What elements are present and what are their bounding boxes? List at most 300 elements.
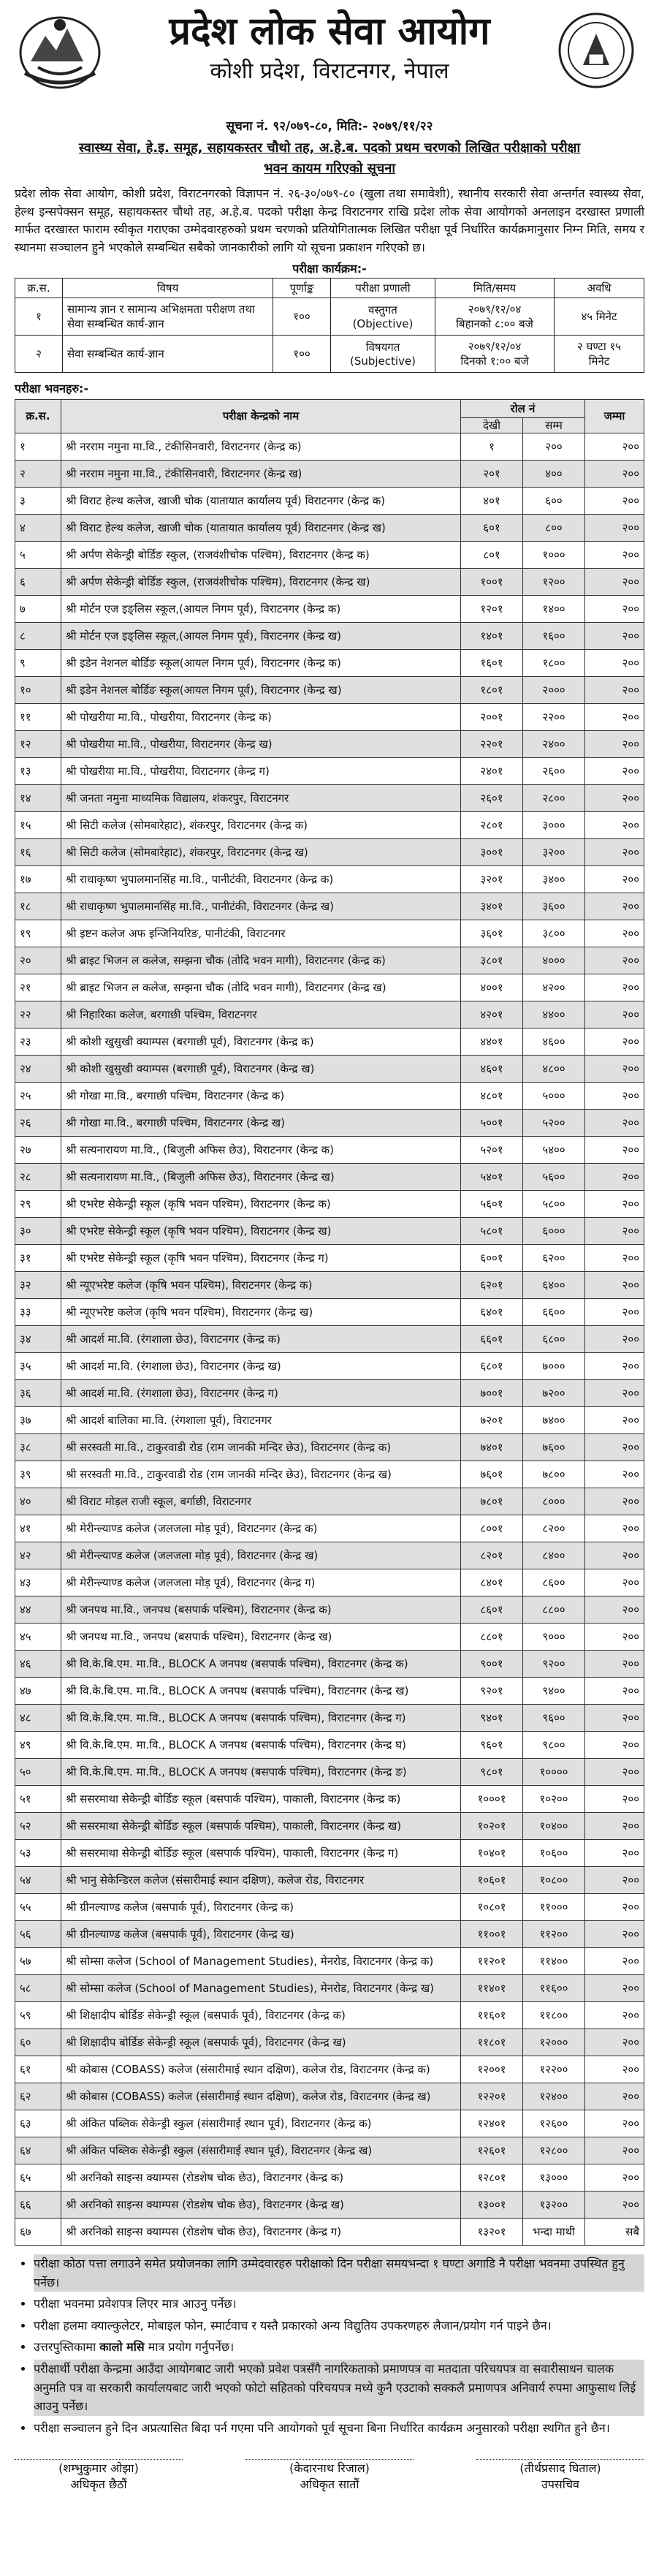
roll-to: ४८०० <box>523 1055 585 1082</box>
program-row <box>15 298 644 335</box>
roll-to: ५४०० <box>523 1136 585 1163</box>
center-total: २०० <box>585 1109 644 1136</box>
program-datetime <box>435 335 555 372</box>
roll-from: ११६०१ <box>461 2001 523 2028</box>
center-sn: ५५ <box>15 1893 61 1920</box>
center-total: २०० <box>585 568 644 595</box>
program-duration-2: मिनेट <box>588 354 610 368</box>
table-row <box>15 1352 644 1379</box>
center-total: २०० <box>585 2001 644 2028</box>
roll-to: २४०० <box>523 730 585 757</box>
center-sn: ३६ <box>15 1379 61 1406</box>
table-row <box>15 974 644 1001</box>
center-name: श्री सिटी कलेज (सोमबारेहाट), शंकरपुर, विराटनगर (केन्द्र क) <box>61 811 461 838</box>
center-sn: ४३ <box>15 1569 61 1596</box>
center-total: २०० <box>585 1812 644 1839</box>
center-total: २०० <box>585 1461 644 1488</box>
roll-to: ६८०० <box>523 1325 585 1352</box>
table-row <box>15 2137 644 2164</box>
roll-to: ५६०० <box>523 1163 585 1190</box>
center-name: श्री ब्राइट भिजन ल कलेज, सम्झना चौक (तोदि भवन मागी), विराटनगर (केन्द्र क) <box>61 947 461 974</box>
center-name: श्री मेरीन्ल्याण्ड कलेज (जलजला मोड़ पूर्व), विराटनगर (केन्द्र क) <box>61 1515 461 1542</box>
roll-to: ७८०० <box>523 1461 585 1488</box>
table-row <box>15 757 644 784</box>
table-row <box>15 2056 644 2083</box>
roll-to: २००० <box>523 676 585 703</box>
center-name: श्री वि.के.बि.एम. मा.वि., BLOCK A जनपथ (बसपार्क पश्चिम), विराटनगर (केन्द्र क) <box>61 1650 461 1677</box>
roll-from: ७४०१ <box>461 1433 523 1461</box>
table-row <box>15 1650 644 1677</box>
center-total: २०० <box>585 460 644 487</box>
center-total: २०० <box>585 676 644 703</box>
center-sn: ३० <box>15 1217 61 1244</box>
center-total: २०० <box>585 1217 644 1244</box>
center-name: श्री ग्रीनल्याण्ड कलेज (बसपार्क पूर्व), विराटनगर (केन्द्र ख) <box>61 1920 461 1947</box>
roll-from: ८४०१ <box>461 1569 523 1596</box>
center-sn: १३ <box>15 757 61 784</box>
roll-to: २८०० <box>523 784 585 811</box>
rule-text: परीक्षार्थी परीक्षा केन्द्रमा आउँदा आयोगबाट जारी भएको प्रवेश पत्रसँगै नागरिकताको प्रमाणपत्र वा मतदाता परिचयपत्र वा सवारीसाधन चालक अनुमति पत्र वा सरकारी कार्यालयबाट जारी भएको फोटो सहितको परिचयपत्र मध्ये कुनै एउटाको सक्कलै प्रमाणपत्र अनिवार्य रुपमा आफुसाथ लिई आउनु पर्नेछ। <box>34 2361 636 2414</box>
roll-from: ४६०१ <box>461 1055 523 1082</box>
roll-from: ५६०१ <box>461 1190 523 1217</box>
center-sn: ६२ <box>15 2083 61 2110</box>
notice-number: सूचना नं. ९२/०७९-८०, मिति:- २०७९/११/२२ <box>226 119 433 134</box>
center-sn: ५९ <box>15 2001 61 2028</box>
center-sn: १५ <box>15 811 61 838</box>
table-row <box>15 487 644 514</box>
roll-to: ८२०० <box>523 1515 585 1542</box>
center-total: २०० <box>585 1623 644 1650</box>
program-title: परीक्षा कार्यक्रम:- <box>292 261 367 276</box>
center-name: श्री सोम्सा कलेज (School of Management Studies), मेनरोड, विराटनगर (केन्द्र ख) <box>61 1974 461 2001</box>
center-total: २०० <box>585 865 644 893</box>
program-header-row <box>15 278 644 298</box>
center-name: श्री सिटी कलेज (सोमबारेहाट), शंकरपुर, विराटनगर (केन्द्र ख) <box>61 838 461 865</box>
rule-text: परीक्षा कोठा पत्ता लगाउने समेत प्रयोजनका लागि उम्मेदवारहरु परीक्षाको दिन परीक्षा समयभन्दा १ घण्टा अगाडि नै परीक्षा भवनमा उपस्थित हुनु पर्नेछ। <box>34 2256 625 2289</box>
center-name: श्री जनपथ मा.वि., जनपथ (बसपार्क पश्चिम), विराटनगर (केन्द्र ख) <box>61 1623 461 1650</box>
col-datetime: मिति/समय <box>435 278 555 298</box>
center-sn: ४८ <box>15 1704 61 1731</box>
center-name: श्री अंकित पब्लिक सेकेन्ड्री स्कुल (संसारीमाई स्थान पूर्व), विराटनगर (केन्द्र क) <box>61 2110 461 2137</box>
center-sn: २० <box>15 947 61 974</box>
center-name: श्री नरराम नमुना मा.वि., टंकीसिनवारी, विराटनगर (केन्द्र ख) <box>61 460 461 487</box>
col-roll-from: देखी <box>461 417 523 433</box>
rule-item <box>34 2316 644 2336</box>
rule-text: परीक्षा भवनमा प्रवेशपत्र लिएर मात्र आउनु पर्नेछ। <box>34 2297 237 2311</box>
center-total: २०० <box>585 1028 644 1055</box>
center-name: श्री इडेन नेशनल बोर्डिङ स्कूल(आयल निगम पूर्व), विराटनगर (केन्द्र ख) <box>61 676 461 703</box>
center-sn: ६४ <box>15 2137 61 2164</box>
table-row <box>15 541 644 568</box>
roll-from: ८८०१ <box>461 1623 523 1650</box>
center-total: २०० <box>585 757 644 784</box>
center-total: २०० <box>585 784 644 811</box>
org-subtitle: कोशी प्रदेश, विराटनगर, नेपाल <box>210 58 449 85</box>
center-sn: ५ <box>15 541 61 568</box>
subject-line-1: स्वास्थ्य सेवा, हे.इ. समूह, सहायकस्तर चौथो तह, अ.हे.ब. पदको प्रथम चरणको लिखित परीक्षाको परीक्षा <box>78 140 581 156</box>
roll-to: ८४०० <box>523 1542 585 1569</box>
center-total: २०० <box>585 1271 644 1298</box>
roll-to: ५००० <box>523 1082 585 1109</box>
roll-to: ३००० <box>523 811 585 838</box>
center-sn: ६ <box>15 568 61 595</box>
roll-from: १०८०१ <box>461 1893 523 1920</box>
center-sn: १ <box>15 433 61 460</box>
center-sn: ३१ <box>15 1244 61 1271</box>
rule-bold-text: कालो मसि <box>99 2340 145 2355</box>
table-row <box>15 1325 644 1352</box>
signature-block <box>15 2459 183 2492</box>
roll-to: ३८०० <box>523 920 585 947</box>
roll-from: ९६०१ <box>461 1731 523 1758</box>
roll-to: ११६०० <box>523 1974 585 2001</box>
roll-to: १२६०० <box>523 2110 585 2137</box>
center-total: २०० <box>585 1055 644 1082</box>
center-name: श्री मेरीन्ल्याण्ड कलेज (जलजला मोड़ पूर्व), विराटनगर (केन्द्र ख) <box>61 1542 461 1569</box>
roll-to: ३६०० <box>523 893 585 920</box>
roll-to: ७२०० <box>523 1379 585 1406</box>
col-duration: अवधि <box>555 278 644 298</box>
roll-from: ३६०१ <box>461 920 523 947</box>
center-total: २०० <box>585 1001 644 1028</box>
roll-to: ७६०० <box>523 1433 585 1461</box>
roll-from: ६००१ <box>461 1244 523 1271</box>
program-sn: १ <box>15 298 63 335</box>
roll-to: ४६०० <box>523 1028 585 1055</box>
roll-from: ७६०१ <box>461 1461 523 1488</box>
program-marks: १०० <box>273 335 331 372</box>
center-name: श्री जनता नमुना माध्यमिक विद्यालय, शंकरपुर, विराटनगर <box>61 784 461 811</box>
signatory-name: (शम्भुकुमार ओझा) <box>58 2461 139 2476</box>
intro-paragraph: प्रदेश लोक सेवा आयोग, कोशी प्रदेश, विराटनगरको विज्ञापन नं. २६-३०/०७९-८० (खुला तथा समावेशी), स्थानीय सरकारी सेवा अन्तर्गत स्वास्थ्य सेवा, हेल्थ इन्सपेक्सन समूह, सहायकस्तर चौथो तह, अ.हे.ब. पदको परीक्षा केन्द्र विराटनगर राखि प्रदेश लोक सेवा आयोगको अनलाइन दरखास्त प्रणाली मार्फत दरखास्त फाराम स्वीकृत गराएका उम्मेदवारहरुको प्रथम चरणको प्रतियोगितात्मक लिखित परीक्षा पूर्व निर्धारित कार्यक्रमानुसार निम्न मिति, समय र स्थानमा सञ्चालन हुने भएकोले सम्बन्धित सबैको जानकारीको लागि यो सूचना प्रकाशन गरिएको छ। <box>15 186 644 255</box>
program-system <box>331 335 435 372</box>
table-row <box>15 1623 644 1650</box>
roll-to: ७००० <box>523 1352 585 1379</box>
center-sn: ४१ <box>15 1515 61 1542</box>
table-row <box>15 2164 644 2191</box>
center-total: २०० <box>585 1325 644 1352</box>
center-total: २०० <box>585 1677 644 1704</box>
roll-to: १०८०० <box>523 1866 585 1893</box>
roll-from: ८००१ <box>461 1515 523 1542</box>
roll-from: १ <box>461 433 523 460</box>
centers-table <box>15 399 644 2246</box>
table-row <box>15 893 644 920</box>
center-name: श्री जनपथ मा.वि., जनपथ (बसपार्क पश्चिम), विराटनगर (केन्द्र क) <box>61 1596 461 1623</box>
roll-to: १२०० <box>523 568 585 595</box>
program-marks: १०० <box>273 298 331 335</box>
centers-header-row <box>15 399 644 417</box>
table-row <box>15 2218 644 2245</box>
center-total: २०० <box>585 1893 644 1920</box>
roll-from: ८६०१ <box>461 1596 523 1623</box>
center-name: श्री ससरमाथा सेकेन्ड्री बोर्डिङ स्कूल (बसपार्क पश्चिम), पाकाली, विराटनगर (केन्द्र क) <box>61 1785 461 1812</box>
center-sn: ४६ <box>15 1650 61 1677</box>
center-name: श्री मोर्टन एज इङ्लिस स्कूल,(आयल निगम पूर्व), विराटनगर (केन्द्र ख) <box>61 622 461 649</box>
center-sn: ७ <box>15 595 61 622</box>
center-total: २०० <box>585 433 644 460</box>
center-total: २०० <box>585 1190 644 1217</box>
center-name: श्री सत्यनारायण मा.वि., (बिजुली अफिस छेउ), विराटनगर (केन्द्र ख) <box>61 1163 461 1190</box>
center-sn: ६३ <box>15 2110 61 2137</box>
signatory-title: उपसचिव <box>541 2477 579 2492</box>
center-total: २०० <box>585 2056 644 2083</box>
center-name: श्री शिक्षादीप बोर्डिङ सेकेन्ड्री स्कूल (बसपार्क पूर्व), विराटनगर (केन्द्र क) <box>61 2001 461 2028</box>
roll-from: १००१ <box>461 568 523 595</box>
col-sn: क्र.स. <box>15 399 61 433</box>
roll-to: १००० <box>523 541 585 568</box>
roll-from: ३२०१ <box>461 865 523 893</box>
center-sn: ५४ <box>15 1866 61 1893</box>
center-total: २०० <box>585 1298 644 1325</box>
rule-item <box>34 2254 644 2292</box>
center-total: २०० <box>585 1650 644 1677</box>
roll-to: ६२०० <box>523 1244 585 1271</box>
center-sn: २३ <box>15 1028 61 1055</box>
center-total: २०० <box>585 1433 644 1461</box>
program-subject: सेवा सम्बन्धित कार्य-ज्ञान <box>63 335 273 372</box>
roll-from: ४८०१ <box>461 1082 523 1109</box>
table-row <box>15 1001 644 1028</box>
center-sn: ६० <box>15 2028 61 2056</box>
table-row <box>15 1055 644 1082</box>
roll-from: ९४०१ <box>461 1704 523 1731</box>
table-row <box>15 730 644 757</box>
roll-to: ८८०० <box>523 1596 585 1623</box>
table-row <box>15 1461 644 1488</box>
center-name: श्री एभरेष्ट सेकेन्ड्री स्कूल (कृषि भवन पश्चिम), विराटनगर (केन्द्र क) <box>61 1190 461 1217</box>
table-row <box>15 865 644 893</box>
roll-from: ५२०१ <box>461 1136 523 1163</box>
roll-from: २२०१ <box>461 730 523 757</box>
roll-from: १२४०१ <box>461 2110 523 2137</box>
center-sn: ५६ <box>15 1920 61 1947</box>
roll-to: ९२०० <box>523 1650 585 1677</box>
center-sn: ५१ <box>15 1785 61 1812</box>
roll-to: २२०० <box>523 703 585 730</box>
table-row <box>15 2028 644 2056</box>
table-row <box>15 1974 644 2001</box>
center-name: श्री राधाकृष्ण भुपालमानसिंह मा.वि., पानीटंकी, विराटनगर (केन्द्र ख) <box>61 893 461 920</box>
roll-to: १४०० <box>523 595 585 622</box>
table-row <box>15 2001 644 2028</box>
center-sn: २९ <box>15 1190 61 1217</box>
center-name: श्री वि.के.बि.एम. मा.वि., BLOCK A जनपथ (बसपार्क पश्चिम), विराटनगर (केन्द्र ख) <box>61 1677 461 1704</box>
rule-text: परीक्षा हलमा क्याल्कुलेटर, मोबाइल फोन, स्मार्टवाच र यस्तै प्रकारको अन्य विद्युतिय उपकरणहरु लैजान/प्रयोग गर्न पाइने छैन। <box>34 2318 552 2333</box>
col-roll: रोल नं <box>461 399 585 417</box>
table-row <box>15 2110 644 2137</box>
center-name: श्री निहारिका कलेज, बरगाछी पश्चिम, विराटनगर <box>61 1001 461 1028</box>
center-sn: ९ <box>15 649 61 676</box>
roll-from: ८०१ <box>461 541 523 568</box>
program-system-np: विषयगत <box>365 340 400 354</box>
center-total: २०० <box>585 1758 644 1785</box>
center-total: २०० <box>585 1731 644 1758</box>
center-sn: ३२ <box>15 1271 61 1298</box>
roll-to: १६०० <box>523 622 585 649</box>
center-name: श्री आदर्श मा.वि. (रंगशाला छेउ), विराटनगर (केन्द्र ख) <box>61 1352 461 1379</box>
roll-from: ७००१ <box>461 1379 523 1406</box>
center-total: २०० <box>585 622 644 649</box>
rules-list <box>15 2254 644 2437</box>
center-total: २०० <box>585 2191 644 2218</box>
roll-from: १२२०१ <box>461 2083 523 2110</box>
roll-to: ११८०० <box>523 2001 585 2028</box>
center-name: श्री सरस्वती मा.वि., टाकुरवाडी रोड (राम जानकी मन्दिर छेउ), विराटनगर (केन्द्र ख) <box>61 1461 461 1488</box>
center-name: श्री अरनिको साइन्स क्याम्पस (रोडशेष चोक छेउ), विराटनगर (केन्द्र ख) <box>61 2191 461 2218</box>
center-sn: १६ <box>15 838 61 865</box>
roll-from: १६०१ <box>461 649 523 676</box>
center-total: २०० <box>585 1379 644 1406</box>
roll-to: २६०० <box>523 757 585 784</box>
roll-from: ६२०१ <box>461 1271 523 1298</box>
roll-from: ६४०१ <box>461 1298 523 1325</box>
center-name: श्री अरनिको साइन्स क्याम्पस (रोडशेष चोक छेउ), विराटनगर (केन्द्र ग) <box>61 2218 461 2245</box>
col-roll-to: सम्म <box>523 417 585 433</box>
table-row <box>15 1596 644 1623</box>
nepal-emblem-logo <box>16 10 104 91</box>
center-name: श्री इडेन नेशनल बोर्डिङ स्कूल(आयल निगम पूर्व), विराटनगर (केन्द्र क) <box>61 649 461 676</box>
center-name: श्री विराट मोड़ल राजी स्कूल, बर्गाछी, विराटनगर <box>61 1488 461 1515</box>
program-time: बिहानको ८:०० बजे <box>456 317 533 330</box>
center-sn: २६ <box>15 1109 61 1136</box>
table-row <box>15 568 644 595</box>
rule-item <box>34 2338 644 2357</box>
center-total: २०० <box>585 1082 644 1109</box>
center-name: श्री नरराम नमुना मा.वि., टंकीसिनवारी, विराटनगर (केन्द्र क) <box>61 433 461 460</box>
roll-to: ४४०० <box>523 1001 585 1028</box>
table-row <box>15 514 644 541</box>
roll-to: १०२०० <box>523 1785 585 1812</box>
roll-to: ९८०० <box>523 1731 585 1758</box>
table-row <box>15 1082 644 1109</box>
center-name: श्री वि.के.बि.एम. मा.वि., BLOCK A जनपथ (बसपार्क पश्चिम), विराटनगर (केन्द्र घ) <box>61 1731 461 1758</box>
roll-from: ४००१ <box>461 974 523 1001</box>
signature-row <box>15 2459 644 2492</box>
roll-from: ६०१ <box>461 514 523 541</box>
table-row <box>15 947 644 974</box>
roll-from: ८२०१ <box>461 1542 523 1569</box>
roll-from: ६८०१ <box>461 1352 523 1379</box>
roll-from: ११८०१ <box>461 2028 523 2056</box>
col-sn: क्र.स. <box>15 278 63 298</box>
program-system-en: (Subjective) <box>349 354 416 368</box>
program-duration-1: ४५ मिनेट <box>581 309 617 323</box>
roll-from: ५००१ <box>461 1109 523 1136</box>
rule-text-after: मात्र प्रयोग गर्नुपर्नेछ। <box>144 2340 235 2355</box>
center-sn: ६५ <box>15 2164 61 2191</box>
roll-to: १०६०० <box>523 1839 585 1866</box>
table-row <box>15 784 644 811</box>
roll-to: ५२०० <box>523 1109 585 1136</box>
roll-to: ६४०० <box>523 1271 585 1298</box>
center-sn: ३३ <box>15 1298 61 1325</box>
program-date: २०७९/१२/०४ <box>468 302 522 316</box>
roll-from: ९२०१ <box>461 1677 523 1704</box>
center-sn: २८ <box>15 1163 61 1190</box>
table-row <box>15 1866 644 1893</box>
roll-from: १०२०१ <box>461 1812 523 1839</box>
col-system: परीक्षा प्रणाली <box>331 278 435 298</box>
center-total: २०० <box>585 1839 644 1866</box>
roll-to: २०० <box>523 433 585 460</box>
roll-from: ११००१ <box>461 1920 523 1947</box>
table-row <box>15 1028 644 1055</box>
center-total: २०० <box>585 730 644 757</box>
header <box>15 6 644 115</box>
roll-to: १२८०० <box>523 2137 585 2164</box>
center-total: २०० <box>585 1542 644 1569</box>
roll-to: ९४०० <box>523 1677 585 1704</box>
rule-item <box>34 2419 644 2438</box>
table-row <box>15 649 644 676</box>
roll-from: ९००१ <box>461 1650 523 1677</box>
roll-from: २००१ <box>461 703 523 730</box>
table-row <box>15 1136 644 1163</box>
table-row <box>15 1271 644 1298</box>
center-total: २०० <box>585 2083 644 2110</box>
program-duration <box>555 335 644 372</box>
program-time: दिनको १:०० बजे <box>460 354 529 368</box>
table-row <box>15 460 644 487</box>
center-name: श्री अर्पण सेकेन्ड्री बोर्डिङ स्कुल, (राजवंशीचोक पश्चिम), विराटनगर (केन्द्र ख) <box>61 568 461 595</box>
table-row <box>15 1704 644 1731</box>
center-sn: २ <box>15 460 61 487</box>
roll-to: ७४०० <box>523 1406 585 1433</box>
roll-to: ११४०० <box>523 1947 585 1974</box>
center-total: २०० <box>585 2164 644 2191</box>
table-row <box>15 1298 644 1325</box>
center-sn: २७ <box>15 1136 61 1163</box>
roll-to: ११००० <box>523 1893 585 1920</box>
commission-seal-logo <box>552 10 640 91</box>
table-row <box>15 1488 644 1515</box>
center-total: २०० <box>585 1136 644 1163</box>
roll-to: १३२०० <box>523 2191 585 2218</box>
center-total: २०० <box>585 1920 644 1947</box>
center-total: २०० <box>585 649 644 676</box>
roll-from: १८०१ <box>461 676 523 703</box>
roll-from: २०१ <box>461 460 523 487</box>
roll-to: ८६०० <box>523 1569 585 1596</box>
roll-from: १२०१ <box>461 595 523 622</box>
center-sn: ६७ <box>15 2218 61 2245</box>
table-row <box>15 1542 644 1569</box>
table-row <box>15 2191 644 2218</box>
center-name: श्री कोशी खुसुखी क्याम्पस (बरगाछी पूर्व), विराटनगर (केन्द्र क) <box>61 1028 461 1055</box>
table-row <box>15 1406 644 1433</box>
program-datetime <box>435 298 555 335</box>
center-sn: ४ <box>15 514 61 541</box>
col-marks: पूर्णाङ्क <box>273 278 331 298</box>
table-row <box>15 1893 644 1920</box>
center-total: २०० <box>585 541 644 568</box>
table-row <box>15 1731 644 1758</box>
center-sn: ४४ <box>15 1596 61 1623</box>
center-total: २०० <box>585 920 644 947</box>
program-system-en: (Objective) <box>352 317 414 330</box>
col-center-name: परीक्षा केन्द्रको नाम <box>61 399 461 433</box>
center-total: २०० <box>585 974 644 1001</box>
roll-from: २६०१ <box>461 784 523 811</box>
center-total: २०० <box>585 703 644 730</box>
table-row <box>15 622 644 649</box>
col-total: जम्मा <box>585 399 644 433</box>
roll-from: १३२०१ <box>461 2218 523 2245</box>
program-system <box>331 298 435 335</box>
roll-to: १३००० <box>523 2164 585 2191</box>
roll-from: ४४०१ <box>461 1028 523 1055</box>
